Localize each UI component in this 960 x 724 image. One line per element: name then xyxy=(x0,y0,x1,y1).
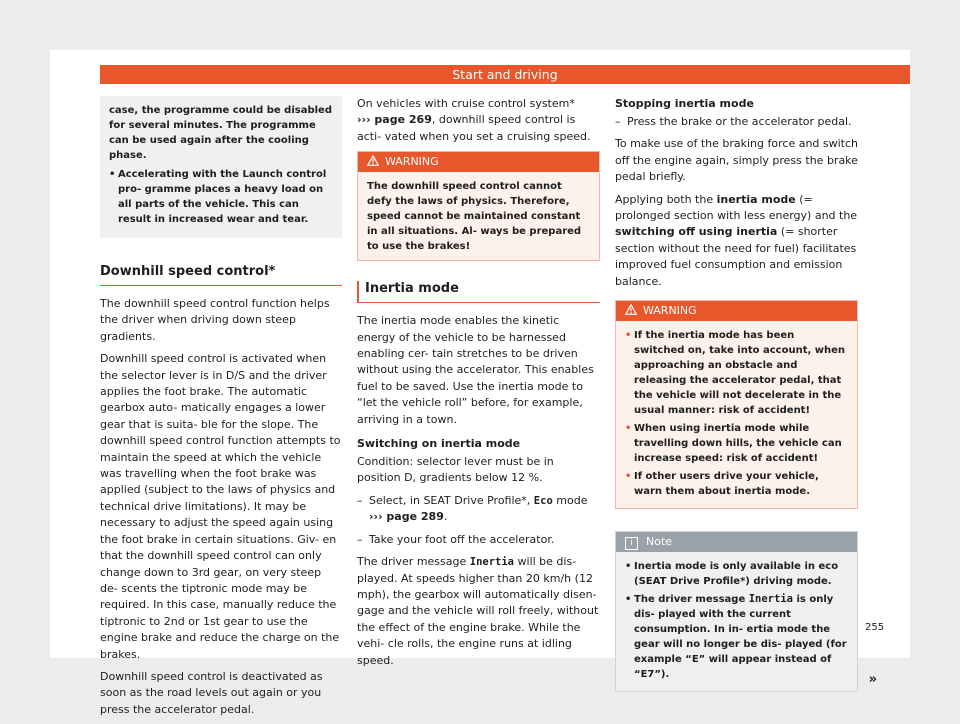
continued-note-box xyxy=(100,96,342,238)
warning-item: • If the inertia mode has been switched on, take into account, when approaching an obstacle and releasing the accelerator pedal, that the vehicle will not decelerate in the usual manner: risk of accident! xyxy=(625,330,846,417)
section-heading-inertia xyxy=(357,281,600,303)
section-title: Inertia mode xyxy=(365,281,459,297)
step-item: – Press the brake or the accelerator pedal. xyxy=(615,115,852,128)
manual-page xyxy=(50,50,910,716)
warning-header: WARNING xyxy=(616,301,857,321)
warning-triangle-icon xyxy=(367,155,379,166)
paragraph: Downhill speed control is activated when the selector lever is in D/S and the driver applies the foot brake. The automatic gearbox auto- matically engages a lower gear that is suita- ble for the slope. The downhill speed control function attempts to maintain the speed at which the vehicle was travelling when the foot brake was applied (subject to the laws of physics and technical drive limitations). It may be necessary to adjust the speed again using the foot brake in certain situations. Giv- en that the downhill speed control can only change down to 3rd gear, on very steep de- scents the tiptronic mode may be required. In this case, manually reduce the tiptronic to 2nd or 1st gear to use the engine brake and reduce the charge on the brakes. xyxy=(100,352,341,661)
paragraph: Downhill speed control is deactivated as soon as the road levels out again or you press the accelerator pedal. xyxy=(100,669,323,716)
page-number: 255 xyxy=(865,622,885,633)
warning-header: WARNING xyxy=(358,152,599,172)
note-item: • The driver message Inertia is only dis- played with the current consumption. In in- ertia mode the gear will no longer be dis- played (for example “E” will appear instead of “E7”). xyxy=(625,593,847,681)
step-item: – Select, in SEAT Drive Profile*, Eco mode ››› page 289. xyxy=(357,493,588,524)
paragraph: The driver message Inertia will be dis- played. At speeds higher than 20 km/h (12 mph), the gearbox will automatically disen- gage and the vehicle will roll freely, without the effect of the engine brake. While the vehi- cle rolls, the engine runs at idling speed. xyxy=(357,555,599,667)
bullet-icon: • xyxy=(625,330,632,342)
info-icon: i xyxy=(625,537,638,550)
warning-box xyxy=(357,151,600,261)
section-title: Downhill speed control* xyxy=(100,264,276,279)
subheading: Stopping inertia mode xyxy=(615,97,754,110)
section-heading-downhill xyxy=(100,264,342,286)
warning-item: • When using inertia mode while travelling down hills, the vehicle can increase speed: risk of accident! xyxy=(625,423,842,465)
box-bullet: • Accelerating with the Launch control pro- gramme places a heavy load on all parts of the vehicle. This can result in increased wear and tear. xyxy=(109,169,327,225)
continue-arrow-icon: » xyxy=(868,672,877,688)
paragraph: The inertia mode enables the kinetic energy of the vehicle to be harnessed enabling cer- tain stretches to be driven without using the accelerator. This enables fuel to be saved. Use the inertia mode to “let the vehicle roll” before, for example, arriving in a town. xyxy=(357,314,594,426)
column-2 xyxy=(357,96,600,675)
paragraph: Condition: selector lever must be in position D, gradients below 12 %. xyxy=(357,455,554,485)
bullet-icon: • xyxy=(625,423,632,435)
warning-triangle-icon xyxy=(625,304,637,315)
page-link[interactable]: ››› page 269 xyxy=(357,113,432,127)
chapter-header: Start and driving xyxy=(100,65,910,84)
column-1 xyxy=(100,96,342,724)
warning-item: • If other users drive your vehicle, warn them about inertia mode. xyxy=(625,471,819,498)
paragraph: To make use of the braking force and switch off the engine again, simply press the brake pedal briefly. xyxy=(615,137,859,184)
warning-box xyxy=(615,300,858,509)
box-text: case, the programme could be disabled for several minutes. The programme can be used again after the cooling phase. xyxy=(109,105,332,161)
subheading: Switching on inertia mode xyxy=(357,437,521,451)
bullet-icon: • xyxy=(109,169,116,180)
paragraph: The downhill speed control function helps the driver when driving down steep gradients. xyxy=(100,297,330,343)
bullet-icon: • xyxy=(625,471,632,483)
paragraph: Applying both the inertia mode (= prolonged section with less energy) and the switching off using inertia (= shorter section without the need for fuel) facilitates improved fuel consumption and emission balance. xyxy=(615,192,858,288)
bullet-icon: • xyxy=(625,561,632,573)
bullet-icon: • xyxy=(625,594,632,606)
page-link[interactable]: ››› page 289 xyxy=(369,510,444,524)
note-header: i Note xyxy=(616,532,857,552)
paragraph: On vehicles with cruise control system* ››› page 269, downhill speed control is acti- vated when you set a cruising speed. xyxy=(357,97,591,143)
step-item: – Take your foot off the accelerator. xyxy=(357,532,555,546)
note-item: • Inertia mode is only available in eco (SEAT Drive Profile*) driving mode. xyxy=(625,561,839,588)
warning-text: The downhill speed control cannot defy the laws of physics. Therefore, speed cannot be maintained constant in all situations. Al- ways be prepared to use the brakes! xyxy=(367,181,582,253)
